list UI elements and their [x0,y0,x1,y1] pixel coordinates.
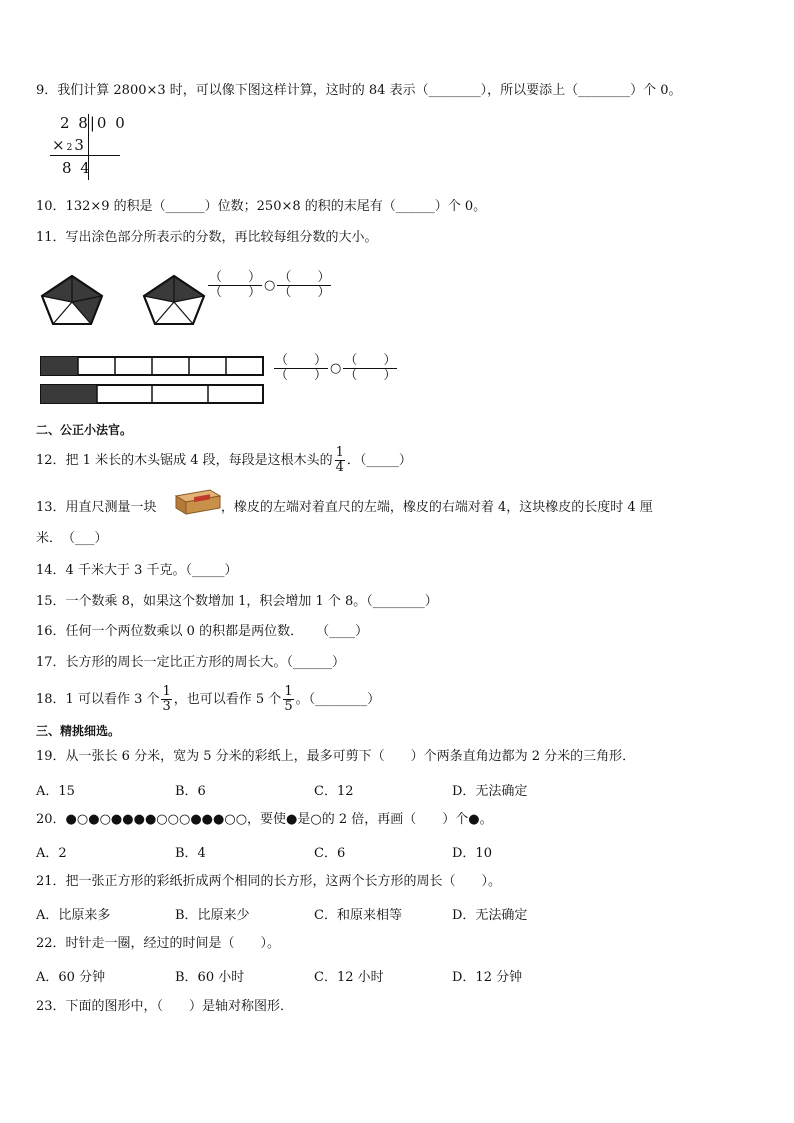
question-16: 16．任何一个两位数乘以 0 的积都是两位数． （____） [36,624,369,639]
q20-option-b[interactable]: B．4 [175,846,206,861]
q19-option-a[interactable]: A．15 [36,784,75,799]
question-19: 19．从一张长 6 分米，宽为 5 分米的彩纸上，最多可剪下（ ）个两条直角边都为 2 分米的三角形． [36,749,636,764]
carry-digit: 2 [66,143,75,153]
compare-circle: ○ [330,361,342,376]
q22-option-b[interactable]: B．60 小时 [175,970,245,985]
q19-option-c[interactable]: C．12 [314,784,354,799]
question-23: 23．下面的图形中，（ ）是轴对称图形． [36,999,294,1014]
calc-row-1: 2 8|0 0 [60,114,127,132]
fraction-blank: $\frac{( )}{( )}$ [275,353,328,383]
question-17: 17．长方形的周长一定比正方形的周长大。（______） [36,655,346,670]
q20-option-a[interactable]: A．2 [36,846,67,861]
question-13: 13．用直尺测量一块 ，橡皮的左端对着直尺的左端，橡皮的右端对着 4，这块橡皮的长度时 4 厘 [36,500,653,515]
eraser-icon [172,486,222,516]
question-10: 10．132×9 的积是（______）位数；250×8 的积的末尾有（______）个 0。 [36,199,487,214]
question-18: 18．1 可以看作 3 个 $\frac{1}{3}$ ，也可以看作 5 个 $\frac{1}{5}$ 。（________） [36,684,381,714]
question-13-line-2: 米． （___） [36,531,108,546]
calc-divider [88,114,89,180]
question-20: 20．●○●○●●●●○○○●●●○○，要使●是○的 2 倍，再画（ ）个●。 [36,812,493,827]
fraction-compare-group-1 [206,271,333,300]
bar-figure-1 [40,356,264,376]
section-2-title: 二、公正小法官。 [36,423,133,437]
q22-option-d[interactable]: D．12 分钟 [452,970,523,985]
q21-option-c[interactable]: C．和原来相等 [314,908,402,923]
q21-option-d[interactable]: D．无法确定 [452,908,528,923]
q20-option-c[interactable]: C．6 [314,846,346,861]
calc-rule [50,155,120,156]
question-14: 14．4 千米大于 3 千克。（_____） [36,563,238,578]
fraction-blank: $\frac{( )}{( )}$ [209,270,262,300]
q21-option-b[interactable]: B．比原来少 [175,908,250,923]
question-9: 9．我们计算 2800×3 时，可以像下图这样计算，这时的 84 表示（________），所以要添上（________）个 0。 [36,83,682,98]
q21-option-a[interactable]: A．比原来多 [36,908,111,923]
compare-circle: ○ [264,278,276,293]
fraction-blank: $\frac{( )}{( )}$ [278,270,331,300]
question-22: 22．时针走一圈，经过的时间是（ ）。 [36,936,281,951]
fraction-blank: $\frac{( )}{( )}$ [344,353,397,383]
multiply-sign: × [52,136,67,154]
section-3-title: 三、精挑细选。 [36,724,121,738]
q22-option-c[interactable]: C．12 小时 [314,970,384,985]
pentagon-figure-1 [40,274,104,326]
calc-row-3: 8 4 [62,159,92,177]
question-12: 12．把 1 米长的木头锯成 4 段，每段是这根木头的 $\frac{1}{4}$ ．（_____） [36,445,412,475]
pentagon-figure-2 [142,274,206,326]
question-21: 21．把一张正方形的彩纸折成两个相同的长方形，这两个长方形的周长（ ）。 [36,874,502,889]
bar-figure-2 [40,384,264,404]
q20-option-d[interactable]: D．10 [452,846,492,861]
q22-option-a[interactable]: A．60 分钟 [36,970,106,985]
multiplier-digit: 3 [74,136,86,154]
q19-option-d[interactable]: D．无法确定 [452,784,528,799]
fraction-one-fifth: $\frac{1}{5}$ [284,684,293,714]
q19-option-b[interactable]: B．6 [175,784,206,799]
question-15: 15．一个数乘 8，如果这个数增加 1，积会增加 1 个 8。（________） [36,594,438,609]
question-11: 11．写出涂色部分所表示的分数，再比较每组分数的大小。 [36,230,378,245]
calc-row-2 [52,136,86,154]
fraction-one-quarter: $\frac{1}{4}$ [335,445,344,475]
vertical-multiplication [50,114,130,180]
fraction-one-third: $\frac{1}{3}$ [162,684,171,714]
fraction-compare-group-2 [272,354,399,383]
